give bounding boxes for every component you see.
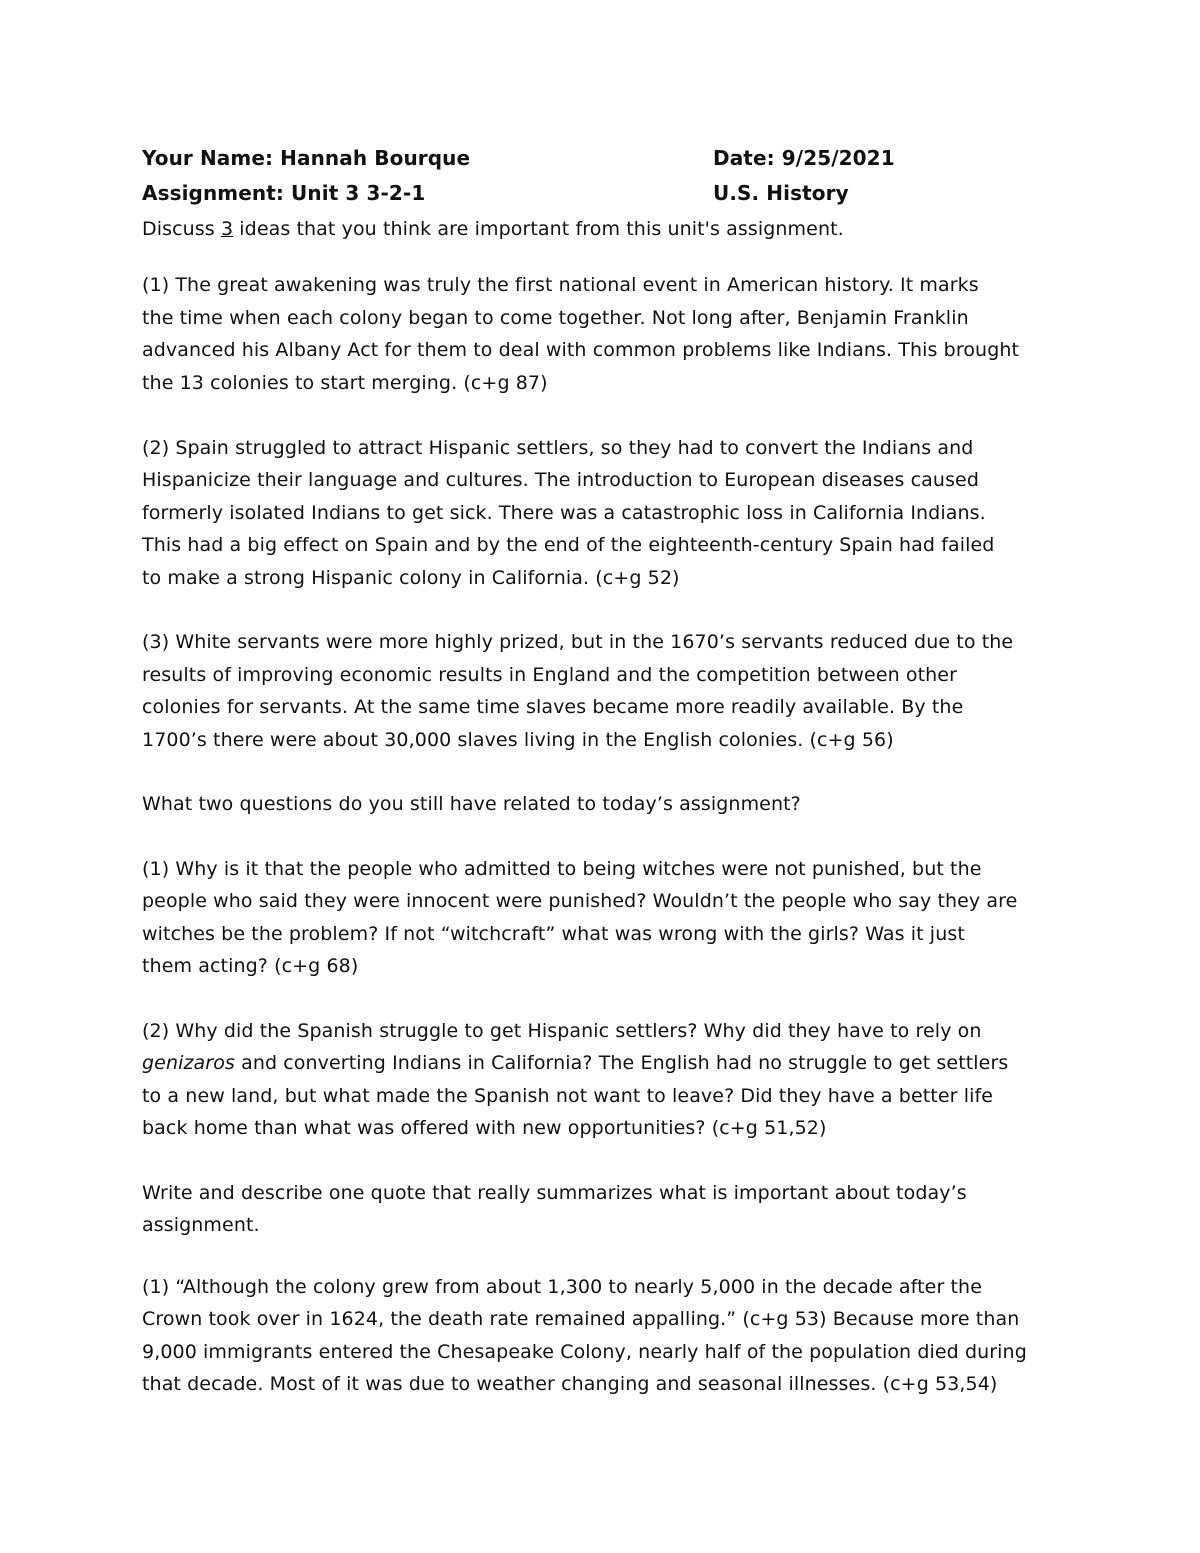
idea-1-line: (1) The great awakening was truly the first national event in American history. It marks [142,274,979,296]
question-1-line: witches be the problem? If not “witchcraft” what was wrong with the girls? Was it just [142,923,965,945]
quote-line: that decade. Most of it was due to weather changing and seasonal illnesses. (c+g 53,54) [142,1373,998,1395]
prompt-quote: Write and describe one quote that really summarizes what is important about today’s [142,1182,967,1204]
assignment-date: Date: 9/25/2021 [713,146,895,170]
question-1-line: people who said they were innocent were punished? Wouldn’t the people who say they are [142,890,1018,912]
prompt-two-questions: What two questions do you still have related to today’s assignment? [142,793,801,815]
question-2-line: (2) Why did the Spanish struggle to get Hispanic settlers? Why did they have to rely on [142,1020,982,1042]
idea-3-line: (3) White servants were more highly prized, but in the 1670’s servants reduced due to the [142,631,1014,653]
prompt-quote: assignment. [142,1214,260,1236]
question-2-line: back home than what was offered with new opportunities? (c+g 51,52) [142,1117,827,1139]
course-name: U.S. History [713,181,849,205]
student-name: Your Name: Hannah Bourque [142,146,471,170]
assignment-title: Assignment: Unit 3 3-2-1 [142,181,426,205]
prompt-post: ideas that you think are important from this unit's assignment. [233,218,844,240]
idea-2-line: to make a strong Hispanic colony in California. (c+g 52) [142,567,680,589]
idea-2-line: Hispanicize their language and cultures. The introduction to European diseases caused [142,469,980,491]
italic-term: genizaros [142,1052,235,1074]
question-1-line: (1) Why is it that the people who admitted to being witches were not punished, but the [142,858,982,880]
idea-1-line: advanced his Albany Act for them to deal with common problems like Indians. This brought [142,339,1020,361]
quote-line: (1) “Although the colony grew from about 1,300 to nearly 5,000 in the decade after the [142,1276,982,1298]
idea-3-line: results of improving economic results in England and the competition between other [142,664,958,686]
idea-3-line: 1700’s there were about 30,000 slaves living in the English colonies. (c+g 56) [142,729,894,751]
idea-2-line: (2) Spain struggled to attract Hispanic settlers, so they had to convert the Indians and [142,437,974,459]
idea-2-line: formerly isolated Indians to get sick. There was a catastrophic loss in California Indians. [142,502,986,524]
prompt-pre: Discuss [142,218,221,240]
idea-2-line: This had a big effect on Spain and by the end of the eighteenth-century Spain had failed [142,534,995,556]
question-2-line-rest: and converting Indians in California? The English had no struggle to get settlers [234,1052,1009,1074]
prompt-number: 3 [220,218,234,240]
idea-1-line: the 13 colonies to start merging. (c+g 87) [142,372,548,394]
quote-line: Crown took over in 1624, the death rate remained appalling.” (c+g 53) Because more than [142,1308,1020,1330]
question-1-line: them acting? (c+g 68) [142,955,359,977]
idea-3-line: colonies for servants. At the same time slaves became more readily available. By the [142,696,964,718]
question-2-line [142,1049,1008,1077]
question-2-line: to a new land, but what made the Spanish not want to leave? Did they have a better life [142,1085,994,1107]
prompt-discuss-ideas [142,215,844,243]
quote-line: 9,000 immigrants entered the Chesapeake Colony, nearly half of the population died during [142,1341,1027,1363]
idea-1-line: the time when each colony began to come together. Not long after, Benjamin Franklin [142,307,969,329]
